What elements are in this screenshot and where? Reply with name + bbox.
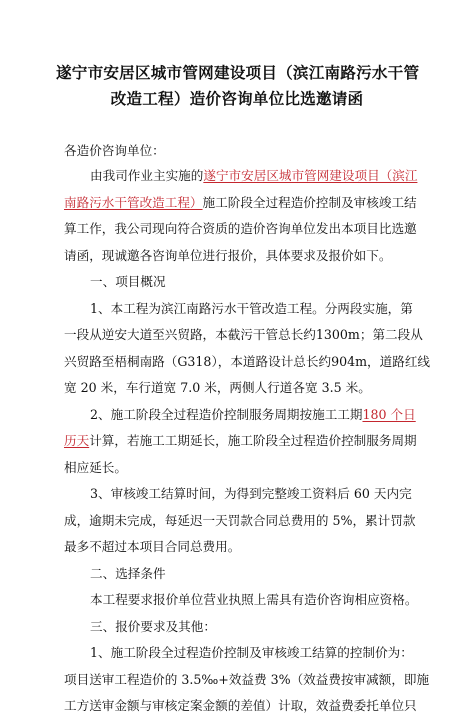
section-1-heading: 一、项目概况: [90, 274, 166, 289]
duration-highlight: 180 个日: [362, 406, 416, 422]
sec1-p3-line-3: 最多不超过本项目合同总费用。: [64, 539, 241, 554]
sec1-p2-line-1: [64, 402, 416, 429]
section-2-heading: 二、选择条件: [90, 565, 166, 581]
sec1-p3-line-1: 3、审核竣工结算时间，为得到完整竣工资料后 60 天内完: [90, 486, 412, 501]
title-line-2: 改造工程）造价咨询单位比选邀请函: [110, 90, 364, 108]
sec1-p2-text: 计算，若施工工期延长，施工阶段全过程造价控制服务周期: [89, 433, 417, 448]
sec1-p1-line-1: 1、本工程为滨江南路污水干管改造工程。分两段实施，第: [90, 300, 413, 316]
title-line-1: 遂宁市安居区城市管网建设项目（滨江南路污水干管: [56, 64, 420, 82]
sec2-p1: 本工程要求报价单位营业执照上需具有造价咨询相应资格。: [90, 592, 418, 607]
section-3-heading: 三、报价要求及其他：: [90, 618, 216, 634]
document-title: [56, 60, 418, 112]
sec1-p2-line-3: 相应延长。: [64, 459, 127, 475]
sec1-p1-line-4: 宽 20 米，车行道宽 7.0 米，两侧人行道各宽 3.5 米。: [64, 380, 371, 395]
sec1-p1-line-3: 兴贸路至梧桐南路（G318），本道路设计总长约904m，道路红线: [64, 353, 431, 369]
duration-highlight-cont: 历天: [64, 433, 90, 448]
sec3-p1-line-2: 项目送审工程造价的 3.5‰+效益费 3%（效益费按审减额，即施: [64, 671, 430, 687]
sec1-p2-text: 2、施工阶段全过程造价控制服务周期按施工工期: [90, 406, 363, 422]
intro-text: 由我司作业主实施的: [90, 168, 204, 183]
intro-line-2: [64, 190, 417, 217]
sec3-p1-line-3: 工方送审金额与审核定案金额的差值）计取，效益费委托单位只: [64, 698, 417, 713]
intro-line-1: [64, 163, 418, 190]
project-name-highlight: 遂宁市安居区城市管网建设项目（滨江: [203, 168, 418, 183]
sec3-p1-line-1: 1、施工阶段全过程造价控制及审核竣工结算的控制价为：: [90, 645, 413, 660]
intro-line-4: 请函，现诚邀各咨询单位进行报价，具体要求及报价如下。: [64, 247, 392, 263]
project-name-highlight-cont: 南路污水干管改造工程）: [64, 194, 203, 210]
intro-line-3: 算工作，我公司现向符合资质的造价咨询单位发出本项目比选邀: [64, 221, 417, 236]
salutation: 各造价咨询单位：: [64, 143, 165, 158]
sec1-p3-line-2: 成，逾期未完成，每延迟一天罚款合同总费用的 5%，累计罚款: [64, 512, 416, 528]
intro-text: 施工阶段全过程造价控制及审核竣工结: [202, 194, 417, 210]
sec1-p1-line-2: 一段从逆安大道至兴贸路，本截污干管总长约1300m；第二段从: [64, 327, 423, 342]
sec1-p2-line-2: [64, 428, 417, 455]
